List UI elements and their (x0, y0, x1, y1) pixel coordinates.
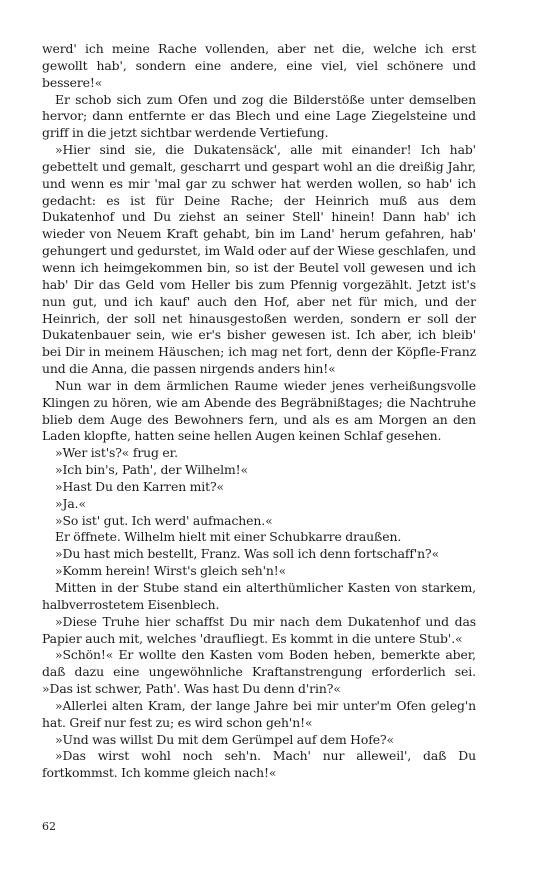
body-paragraph: »Allerlei alten Kram, der lange Jahre bei mir unter'm Ofen geleg'n hat. Greif nur fest zu; es wird schon geh'n!« (42, 697, 476, 730)
body-paragraph: Er öffnete. Wilhelm hielt mit einer Schubkarre draußen. (55, 529, 402, 545)
body-paragraph: »Ja.« (55, 495, 86, 511)
body-paragraph: »Komm herein! Wirst's gleich seh'n!« (55, 563, 287, 579)
page-number: 62 (42, 820, 56, 833)
body-paragraph: »Das wirst wohl noch seh'n. Mach' nur alleweil', daß Du fortkommst. Ich komme gleich nach!« (42, 748, 476, 781)
page-body (42, 41, 476, 782)
body-paragraph: »Und was willst Du mit dem Gerümpel auf dem Hofe?« (55, 731, 394, 747)
body-paragraph: »Du hast mich bestellt, Franz. Was soll ich denn fortschaff'n?« (55, 546, 440, 562)
body-paragraph: »So ist' gut. Ich werd' aufmachen.« (55, 512, 273, 528)
body-paragraph: werd' ich meine Rache vollenden, aber net die, welche ich erst gewollt hab', sondern eine andere, eine viel, viel schönere und bessere!« (42, 41, 476, 90)
body-paragraph: »Schön!« Er wollte den Kasten vom Boden heben, bemerkte aber, daß dazu eine ungewöhnliche Kraftanstrengung erforderlich sei. »Das ist schwer, Path'. Was hast Du denn d'rin?« (42, 647, 476, 697)
body-paragraph: Mitten in der Stube stand ein alterthümlicher Kasten von starkem, halbverrostetem Eisenblech. (42, 580, 476, 612)
body-paragraph: »Hast Du den Karren mit?« (55, 478, 225, 494)
body-paragraph: »Hier sind sie, die Dukatensäck', alle mit einander! Ich hab' gebettelt und gemalt, gescharrt und gespart wohl an die dreißig Jahr, und wenn es mir 'mal gar zu schwer hat werden wollen, so hab' ich gedacht: es ist für Deine Rache; der Heinrich muß aus dem Dukatenhof und Du ziehst an seiner Stell' hinein! Dann hab' ich wieder von Neuem Kraft gehabt, bin im Land' herum gefahren, hab' gehungert und gedurstet, im Wald oder auf der Wiese geschlafen, und wenn ich heimgekommen bin, so ist der Beutel voll gewesen und ich hab' Dir das Geld vom Heller bis zum Pfennig vorgezählt. Jetzt ist's nun gut, und ich kauf' auch den Hof, aber net für mich, und der Heinrich, der soll net hinausgestoßen werden, sondern er soll der Dukatenbauer sein, wie er's bisher gewesen ist. Ich aber, ich bleib' bei Dir in meinem Häuschen; ich mag net fort, denn der Köpfle-Franz und die Anna, die passen nirgends anders hin!« (42, 142, 476, 377)
body-paragraph: Er schob sich zum Ofen und zog die Bilderstöße unter demselben hervor; dann entfernte er das Blech und eine Lage Ziegelsteine und griff in die jetzt sichtbar werdende Vertiefung. (42, 91, 476, 141)
body-paragraph: »Ich bin's, Path', der Wilhelm!« (55, 462, 249, 478)
body-paragraph: »Diese Truhe hier schaffst Du mir nach dem Dukatenhof und das Papier auch mit, welches 'draufliegt. Es kommt in die untere Stub'.« (42, 613, 476, 646)
body-paragraph: Nun war in dem ärmlichen Raume wieder jenes verheißungsvolle Klingen zu hören, wie am Abende des Begräbnißtages; die Nachtruhe blieb dem Auge des Bewohners fern, und als es am Morgen an den Laden klopfte, hatten seine hellen Augen keinen Schlaf gesehen. (42, 377, 476, 444)
body-paragraph: »Wer ist's?« frug er. (55, 445, 178, 461)
